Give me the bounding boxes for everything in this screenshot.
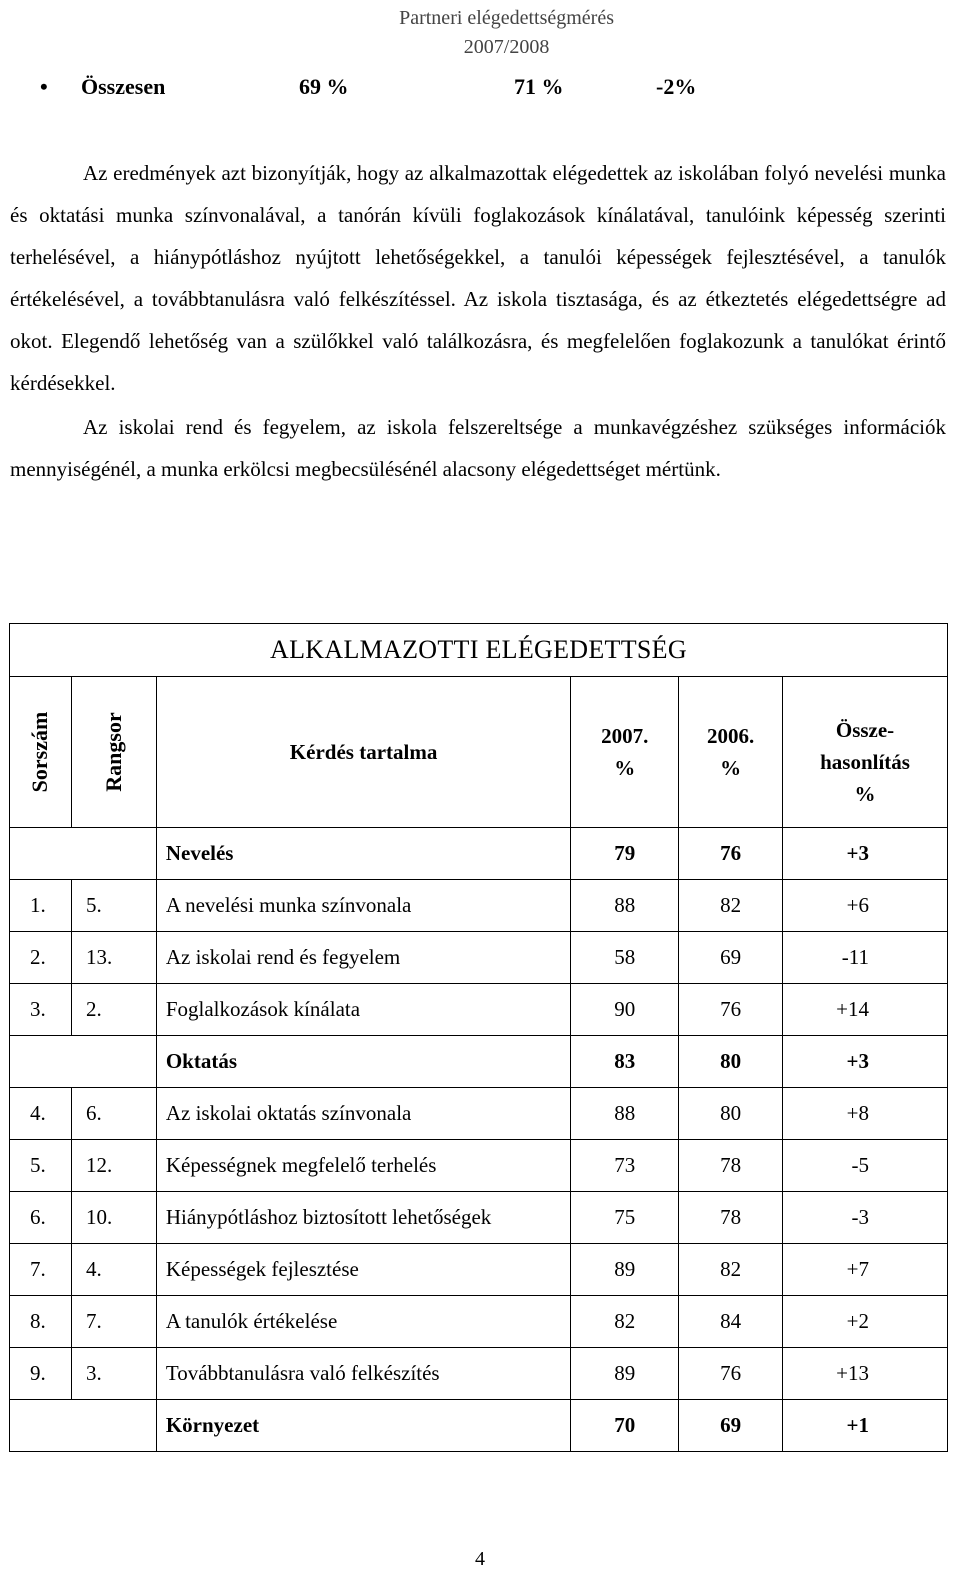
row-rank: 4.: [71, 1244, 156, 1296]
value-2007: 75: [571, 1192, 679, 1244]
category-name: Környezet: [156, 1400, 570, 1452]
header-title: Partneri elégedettségmérés: [399, 7, 614, 29]
value-diff: +1: [783, 1400, 948, 1452]
category-row: [10, 1400, 948, 1452]
value-diff: +6: [783, 880, 948, 932]
empty-cell: [10, 1036, 157, 1088]
category-name: Oktatás: [156, 1036, 570, 1088]
table-row: [10, 1088, 948, 1140]
row-number: 2.: [10, 932, 72, 984]
summary-2007: 69 %: [299, 74, 349, 99]
value-2006: 76: [679, 1348, 783, 1400]
paragraph-low-satisfaction: Az iskolai rend és fegyelem, az iskola felszereltsége a munkavégzéshez szükséges információk mennyiségénél, a munka erkölcsi megbecsülésénél alacsony elégedettséget mértünk.: [10, 415, 946, 481]
row-rank: 5.: [71, 880, 156, 932]
question-text: Az iskolai rend és fegyelem: [156, 932, 570, 984]
bullet-icon: •: [40, 74, 48, 99]
value-2006: 84: [679, 1296, 783, 1348]
value-diff: -11: [783, 932, 948, 984]
category-name: Nevelés: [156, 828, 570, 880]
value-2006: 76: [679, 984, 783, 1036]
value-2006: 80: [679, 1088, 783, 1140]
header-sorszam: Sorszám: [10, 677, 72, 828]
table-row: [10, 880, 948, 932]
value-2006: 78: [679, 1192, 783, 1244]
header-kerdes: Kérdés tartalma: [156, 677, 570, 828]
value-2007: 83: [571, 1036, 679, 1088]
question-text: Az iskolai oktatás színvonala: [156, 1088, 570, 1140]
row-number: 9.: [10, 1348, 72, 1400]
question-text: Hiánypótláshoz biztosított lehetőségek: [156, 1192, 570, 1244]
page-number: 4: [475, 1548, 485, 1570]
row-rank: 10.: [71, 1192, 156, 1244]
table-title: ALKALMAZOTTI ELÉGEDETTSÉG: [10, 624, 948, 677]
paragraph-results: Az eredmények azt bizonyítják, hogy az alkalmazottak elégedettek az iskolában folyó nevelési munka és oktatási munka színvonalával, a tanórán kívüli foglakozások kínálatával, tanulóink képesség szerinti terhelésével, a hiánypótláshoz nyújtott lehetőségekkel, a tanulói képességek fejlesztésével, a tanulók értékelésével, a továbbtanulásra való felkészítéssel. Az iskola tisztasága, és az étkeztetés elégedettségre ad okot. Elegendő lehetőség van a szülőkkel való találkozásra, és megfelelően foglakozunk a tanulókat érintő kérdésekkel.: [10, 161, 946, 395]
value-2007: 70: [571, 1400, 679, 1452]
table-row: [10, 1348, 948, 1400]
question-text: Foglalkozások kínálata: [156, 984, 570, 1036]
value-diff: -3: [783, 1192, 948, 1244]
row-rank: 3.: [71, 1348, 156, 1400]
row-number: 6.: [10, 1192, 72, 1244]
row-rank: 12.: [71, 1140, 156, 1192]
value-diff: +13: [783, 1348, 948, 1400]
value-2006: 76: [679, 828, 783, 880]
summary-label: Összesen: [81, 74, 166, 99]
header-osszehasonlitas: Össze- hasonlítás %: [783, 677, 948, 828]
row-rank: 13.: [71, 932, 156, 984]
value-2006: 82: [679, 1244, 783, 1296]
value-diff: -5: [783, 1140, 948, 1192]
value-2007: 90: [571, 984, 679, 1036]
value-2006: 78: [679, 1140, 783, 1192]
row-number: 7.: [10, 1244, 72, 1296]
row-number: 5.: [10, 1140, 72, 1192]
question-text: Képességnek megfelelő terhelés: [156, 1140, 570, 1192]
table-row: [10, 1244, 948, 1296]
row-rank: 2.: [71, 984, 156, 1036]
value-2006: 69: [679, 932, 783, 984]
row-number: 4.: [10, 1088, 72, 1140]
question-text: Képességek fejlesztése: [156, 1244, 570, 1296]
table-row: [10, 984, 948, 1036]
row-rank: 6.: [71, 1088, 156, 1140]
summary-diff: -2%: [656, 74, 697, 99]
table-row: [10, 1296, 948, 1348]
header-rangsor: Rangsor: [71, 677, 156, 828]
table-header-row: [10, 677, 948, 828]
value-diff: +2: [783, 1296, 948, 1348]
row-number: 1.: [10, 880, 72, 932]
value-diff: +14: [783, 984, 948, 1036]
empty-cell: [10, 828, 157, 880]
summary-2006: 71 %: [514, 74, 564, 99]
satisfaction-table: [9, 623, 948, 1452]
value-diff: +3: [783, 1036, 948, 1088]
header-year: 2007/2008: [463, 36, 550, 58]
value-2007: 79: [571, 828, 679, 880]
page-header: [399, 4, 614, 62]
value-2007: 89: [571, 1244, 679, 1296]
value-2007: 88: [571, 1088, 679, 1140]
value-diff: +3: [783, 828, 948, 880]
question-text: A tanulók értékelése: [156, 1296, 570, 1348]
category-row: [10, 1036, 948, 1088]
header-2006: 2006. %: [679, 677, 783, 828]
value-2007: 88: [571, 880, 679, 932]
value-2007: 58: [571, 932, 679, 984]
value-2007: 89: [571, 1348, 679, 1400]
value-diff: +7: [783, 1244, 948, 1296]
empty-cell: [10, 1400, 157, 1452]
table-row: [10, 932, 948, 984]
value-2006: 82: [679, 880, 783, 932]
row-rank: 7.: [71, 1296, 156, 1348]
row-number: 3.: [10, 984, 72, 1036]
question-text: A nevelési munka színvonala: [156, 880, 570, 932]
header-2007: 2007. %: [571, 677, 679, 828]
value-2007: 73: [571, 1140, 679, 1192]
value-diff: +8: [783, 1088, 948, 1140]
question-text: Továbbtanulásra való felkészítés: [156, 1348, 570, 1400]
table-row: [10, 1192, 948, 1244]
value-2006: 80: [679, 1036, 783, 1088]
row-number: 8.: [10, 1296, 72, 1348]
table-row: [10, 1140, 948, 1192]
category-row: [10, 828, 948, 880]
value-2006: 69: [679, 1400, 783, 1452]
value-2007: 82: [571, 1296, 679, 1348]
